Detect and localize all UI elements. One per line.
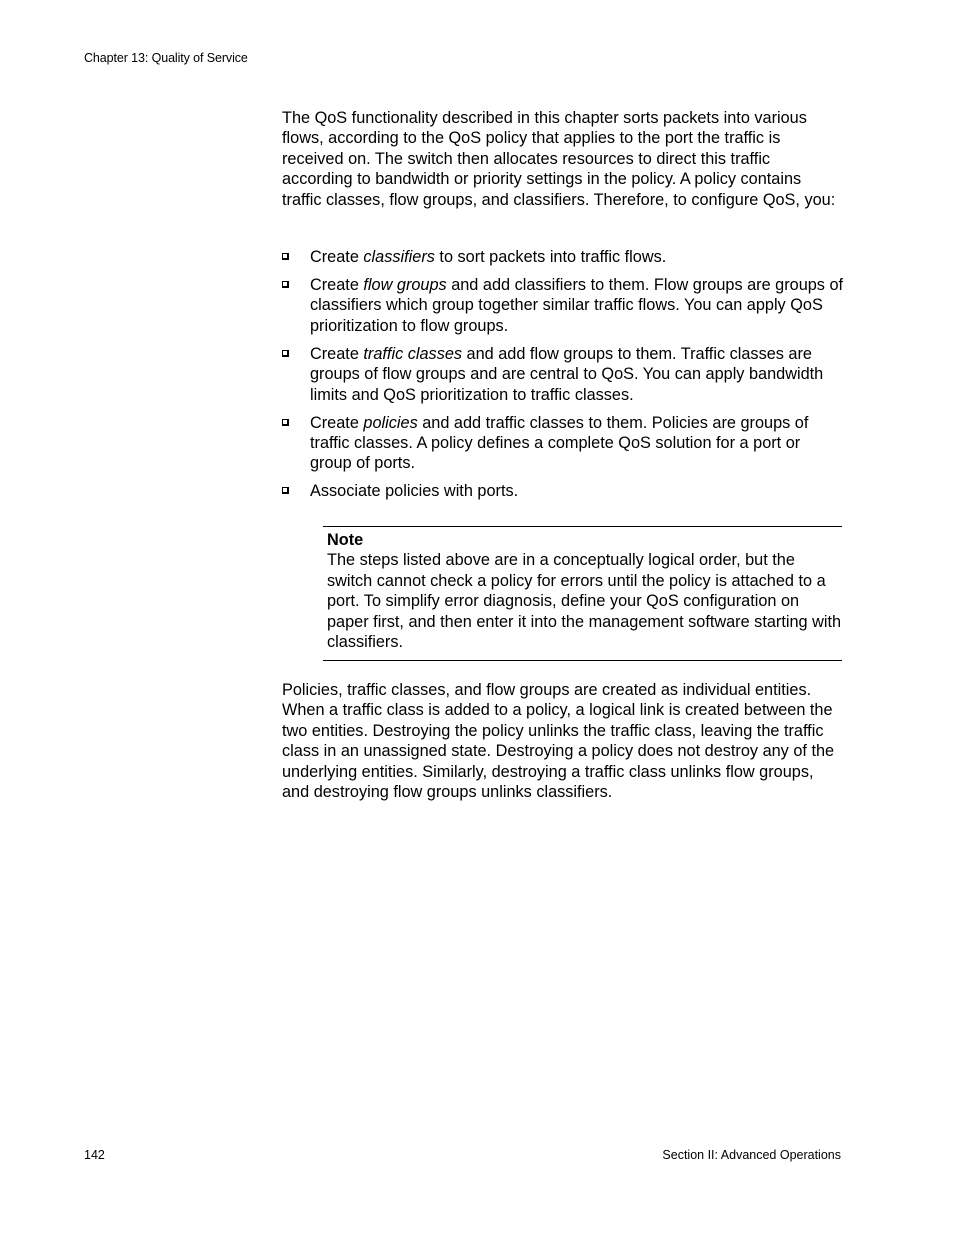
step-pre-text: Create (310, 413, 364, 432)
note-title: Note (327, 531, 364, 549)
step-post-text: and add traffic classes to them. Policies are groups of traffic classes. A policy defines a complete QoS solution for a port or group of ports. (310, 413, 809, 473)
step-pre-text: Associate policies with ports. (310, 482, 519, 501)
step-pre-text: Create (310, 276, 364, 294)
checkbox-bullet-icon (282, 253, 289, 260)
step-term: traffic classes (363, 344, 463, 363)
checkbox-bullet-icon (282, 487, 289, 494)
intro-text: The QoS functionality described in this chapter sorts packets into various flows, according to the QoS policy that applies to the port the traffic is received on. The switch then allocates resources to direct this traffic according to bandwidth or priority settings in the policy. A policy contains traffic classes, flow groups, and classifiers. Therefore, to configure QoS, you: (282, 109, 836, 209)
list-item (282, 247, 844, 267)
list-item (282, 413, 844, 474)
list-item (282, 481, 844, 501)
closing-paragraph (282, 680, 844, 802)
section-footer: Section II: Advanced Operations (662, 1148, 841, 1162)
step-term: flow groups (363, 276, 447, 294)
page-number: 142 (84, 1148, 105, 1162)
step-term: classifiers (363, 248, 435, 266)
checkbox-bullet-icon (282, 281, 289, 288)
step-post-text: and add flow groups to them. Traffic classes are groups of flow groups and are central to QoS. You can apply bandwidth limits and QoS prioritization to traffic classes. (310, 344, 824, 404)
intro-paragraph (282, 108, 844, 210)
step-pre-text: Create (310, 248, 364, 266)
list-item (282, 344, 844, 405)
list-item (282, 275, 844, 336)
note-text: The steps listed above are in a conceptually logical order, but the switch cannot check a policy for errors until the policy is attached to a port. To simplify error diagnosis, define your QoS configuration on paper first, and then enter it into the management software starting with classifiers. (327, 551, 842, 652)
checkbox-bullet-icon (282, 419, 289, 426)
checkbox-bullet-icon (282, 350, 289, 357)
configuration-steps-list (282, 247, 844, 509)
note-box (323, 526, 842, 661)
step-post-text: to sort packets into traffic flows. (434, 248, 667, 266)
running-header: Chapter 13: Quality of Service (84, 51, 248, 65)
closing-text: Policies, traffic classes, and flow groups are created as individual entities. When a traffic class is added to a policy, a logical link is created between the two entities. Destroying the policy unlinks the traffic class, leaving the traffic class in an unassigned state. Destroying a policy does not destroy any of the underlying entities. Similarly, destroying a traffic class unlinks flow groups, and destroying flow groups unlinks classifiers. (282, 681, 835, 802)
step-post-text: and add classifiers to them. Flow groups are groups of classifiers which group together similar traffic flows. You can apply QoS prioritization to flow groups. (310, 276, 844, 335)
step-pre-text: Create (310, 344, 364, 363)
step-term: policies (363, 413, 418, 432)
